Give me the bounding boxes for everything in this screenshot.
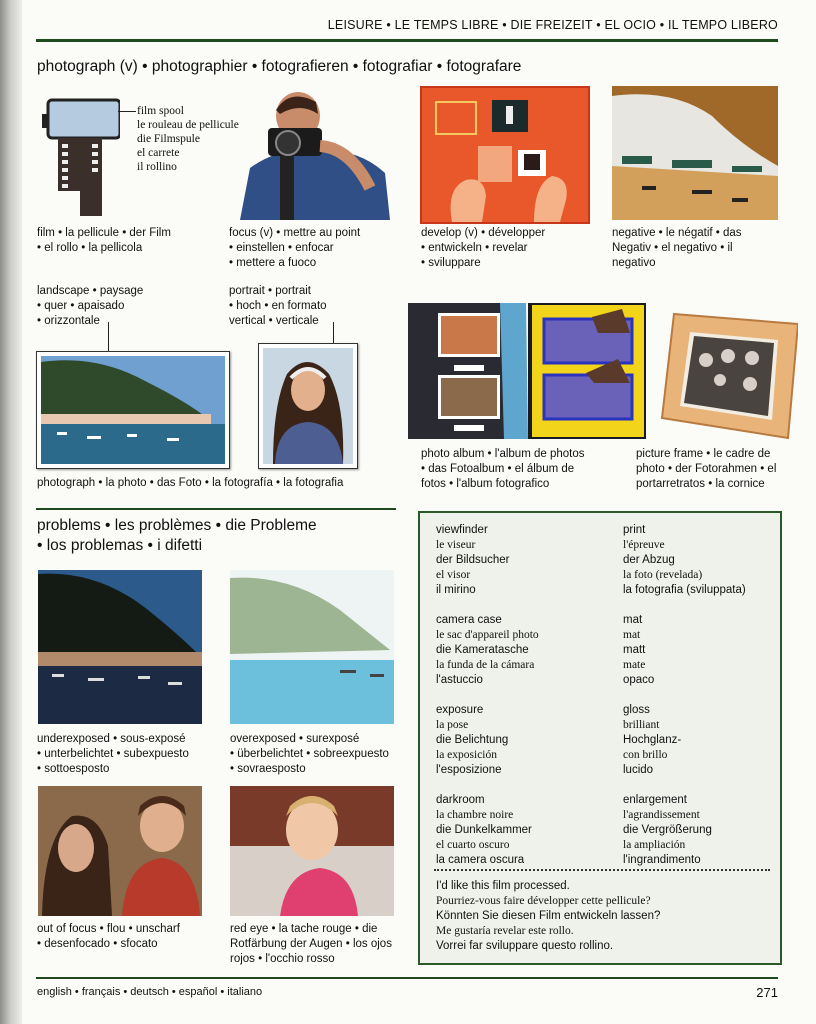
phrase-fr: Pourriez-vous faire développer cette pellicule? — [436, 895, 651, 907]
vocab-term: die Dunkelkammer — [436, 824, 532, 836]
vocab-group-viewfinder — [436, 523, 539, 598]
vocab-group-print — [623, 523, 746, 598]
vocab-term: lucido — [623, 764, 654, 776]
label-es: el carrete — [137, 147, 180, 159]
film-spool-image — [40, 96, 120, 218]
caption-photograph — [37, 476, 343, 491]
title-line: problems • les problèmes • die Probleme — [37, 517, 317, 534]
vocab-term: l'ingrandimento — [623, 854, 701, 866]
caption-develop — [421, 226, 545, 271]
caption-film — [37, 226, 171, 256]
caption-line: photo album • l'album de photos — [421, 448, 585, 460]
caption-line: • sviluppare — [421, 257, 481, 269]
caption-line: Negativ • el negativo • il — [612, 242, 733, 254]
phrase-de: Könnten Sie diesen Film entwickeln lassen? — [436, 910, 661, 922]
caption-line: focus (v) • mettre au point — [229, 227, 361, 239]
phrase-en: I'd like this film processed. — [436, 880, 570, 892]
vocab-term: l'esposizione — [436, 764, 502, 776]
red-eye-photo — [230, 786, 394, 916]
caption-line: • überbelichtet • sobreexpuesto — [230, 748, 389, 760]
vocab-column-right — [623, 523, 746, 883]
landscape-photo — [36, 351, 230, 469]
caption-photo-album — [421, 447, 585, 492]
caption-line: • hoch • en formato — [229, 300, 327, 312]
vocab-group-darkroom — [436, 793, 539, 868]
footer-languages: english • français • deutsch • español • italiano — [37, 986, 263, 998]
film-spool-label — [137, 104, 239, 174]
vocab-term: die Kameratasche — [436, 644, 529, 656]
caption-line: • entwickeln • revelar — [421, 242, 528, 254]
caption-landscape — [37, 284, 143, 329]
caption-line: picture frame • le cadre de — [636, 448, 771, 460]
caption-line: • desenfocado • sfocato — [37, 938, 158, 950]
vocab-term: Hochglanz- — [623, 734, 682, 746]
caption-line: • mettere a fuoco — [229, 257, 317, 269]
caption-line: • sottoesposto — [37, 763, 110, 775]
vocab-term: la funda de la cámara — [436, 659, 535, 671]
vocab-term: brilliant — [623, 719, 660, 731]
section-title-problems — [37, 516, 317, 556]
caption-line: portrait • portrait — [229, 285, 311, 297]
caption-line: • einstellen • enfocar — [229, 242, 334, 254]
overexposed-photo — [230, 570, 394, 724]
vocab-term: mat — [623, 629, 641, 641]
dotted-divider — [434, 869, 770, 871]
vocab-term: die Belichtung — [436, 734, 509, 746]
vocab-term: la pose — [436, 719, 469, 731]
portrait-photo — [258, 343, 358, 469]
caption-line: • sovraesposto — [230, 763, 306, 775]
vocab-term: exposure — [436, 704, 484, 716]
vocab-term: darkroom — [436, 794, 485, 806]
phrase-es: Me gustaría revelar este rollo. — [436, 925, 574, 937]
vocab-group-mat — [623, 613, 746, 688]
caption-negative — [612, 226, 742, 271]
caption-line: • quer • apaisado — [37, 300, 125, 312]
caption-line: negative • le négatif • das — [612, 227, 742, 239]
vocab-group-exposure — [436, 703, 539, 778]
picture-frame-image — [660, 310, 798, 440]
phrase-block — [436, 879, 660, 954]
label-en: film spool — [137, 105, 184, 117]
landscape-leader-line — [108, 322, 109, 354]
page-number: 271 — [756, 985, 778, 1000]
vocab-term: der Bildsucher — [436, 554, 510, 566]
vocab-term: opaco — [623, 674, 655, 686]
caption-red-eye — [230, 922, 392, 967]
negative-image — [612, 86, 778, 220]
caption-line: • orizzontale — [37, 315, 100, 327]
develop-darkroom-image — [420, 86, 590, 224]
header-rule — [36, 39, 778, 42]
vocab-term: print — [623, 524, 646, 536]
caption-line: vertical • verticale — [229, 315, 319, 327]
caption-line: out of focus • flou • unscharf — [37, 923, 180, 935]
caption-line: portarretratos • la cornice — [636, 478, 765, 490]
caption-line: • unterbelichtet • subexpuesto — [37, 748, 189, 760]
vocab-term: gloss — [623, 704, 650, 716]
vocab-term: der Abzug — [623, 554, 675, 566]
page-header: LEISURE • LE TEMPS LIBRE • DIE FREIZEIT • EL OCIO • IL TEMPO LIBERO — [327, 18, 778, 32]
caption-portrait — [229, 284, 327, 329]
vocab-term: matt — [623, 644, 646, 656]
label-fr: le rouleau de pellicule — [137, 119, 239, 131]
vocab-term: la chambre noire — [436, 809, 514, 821]
vocab-group-camera-case — [436, 613, 539, 688]
caption-line: underexposed • sous-exposé — [37, 733, 186, 745]
caption-line: negativo — [612, 257, 656, 269]
phrase-it: Vorrei far sviluppare questo rollino. — [436, 940, 614, 952]
vocab-term: la ampliación — [623, 839, 686, 851]
label-de: die Filmspule — [137, 133, 200, 145]
caption-line: film • la pellicule • der Film — [37, 227, 171, 239]
vocab-term: die Vergrößerung — [623, 824, 712, 836]
caption-line: photograph • la photo • das Foto • la fotografía • la fotografia — [37, 477, 344, 489]
caption-line: develop (v) • développer — [421, 227, 546, 239]
vocab-group-gloss — [623, 703, 746, 778]
vocab-term: mat — [623, 614, 643, 626]
underexposed-photo — [38, 570, 202, 724]
vocab-group-enlargement — [623, 793, 746, 868]
vocabulary-box — [418, 511, 782, 965]
caption-line: overexposed • surexposé — [230, 733, 360, 745]
caption-underexposed — [37, 732, 189, 777]
caption-picture-frame — [636, 447, 776, 492]
vocab-term: mate — [623, 659, 646, 671]
problems-rule — [36, 508, 396, 510]
caption-line: • das Fotoalbum • el álbum de — [421, 463, 575, 475]
caption-line: red eye • la tache rouge • die — [230, 923, 378, 935]
vocab-term: camera case — [436, 614, 502, 626]
vocab-term: la fotografia (sviluppata) — [623, 584, 746, 596]
caption-line: landscape • paysage — [37, 285, 144, 297]
photo-album-image — [408, 303, 646, 439]
caption-out-of-focus — [37, 922, 180, 952]
caption-line: photo • der Fotorahmen • el — [636, 463, 777, 475]
vocab-term: el visor — [436, 569, 471, 581]
caption-line: Rotfärbung der Augen • los ojos — [230, 938, 392, 950]
film-spool-leader-line — [118, 111, 136, 112]
vocab-term: le viseur — [436, 539, 476, 551]
vocab-term: l'épreuve — [623, 539, 665, 551]
book-gutter — [0, 0, 22, 1024]
photographer-focusing-image — [240, 88, 390, 220]
vocab-term: l'astuccio — [436, 674, 483, 686]
title-line: • los problemas • i difetti — [37, 537, 203, 554]
caption-line: • el rollo • la pellicola — [37, 242, 143, 254]
caption-overexposed — [230, 732, 389, 777]
label-it: il rollino — [137, 161, 177, 173]
vocab-term: l'agrandissement — [623, 809, 700, 821]
vocab-term: enlargement — [623, 794, 687, 806]
vocab-term: la foto (revelada) — [623, 569, 703, 581]
vocab-term: con brillo — [623, 749, 668, 761]
vocab-term: le sac d'appareil photo — [436, 629, 539, 641]
vocab-term: viewfinder — [436, 524, 488, 536]
footer-rule — [36, 977, 778, 979]
vocab-term: el cuarto oscuro — [436, 839, 510, 851]
section-title-photograph: photograph (v) • photographier • fotografieren • fotografiar • fotografare — [37, 58, 522, 75]
caption-focus — [229, 226, 360, 271]
vocab-column-left — [436, 523, 539, 883]
vocab-term: la camera oscura — [436, 854, 525, 866]
out-of-focus-photo — [38, 786, 202, 916]
vocab-term: il mirino — [436, 584, 476, 596]
caption-line: fotos • l'album fotografico — [421, 478, 550, 490]
vocab-term: la exposición — [436, 749, 497, 761]
caption-line: rojos • l'occhio rosso — [230, 953, 335, 965]
